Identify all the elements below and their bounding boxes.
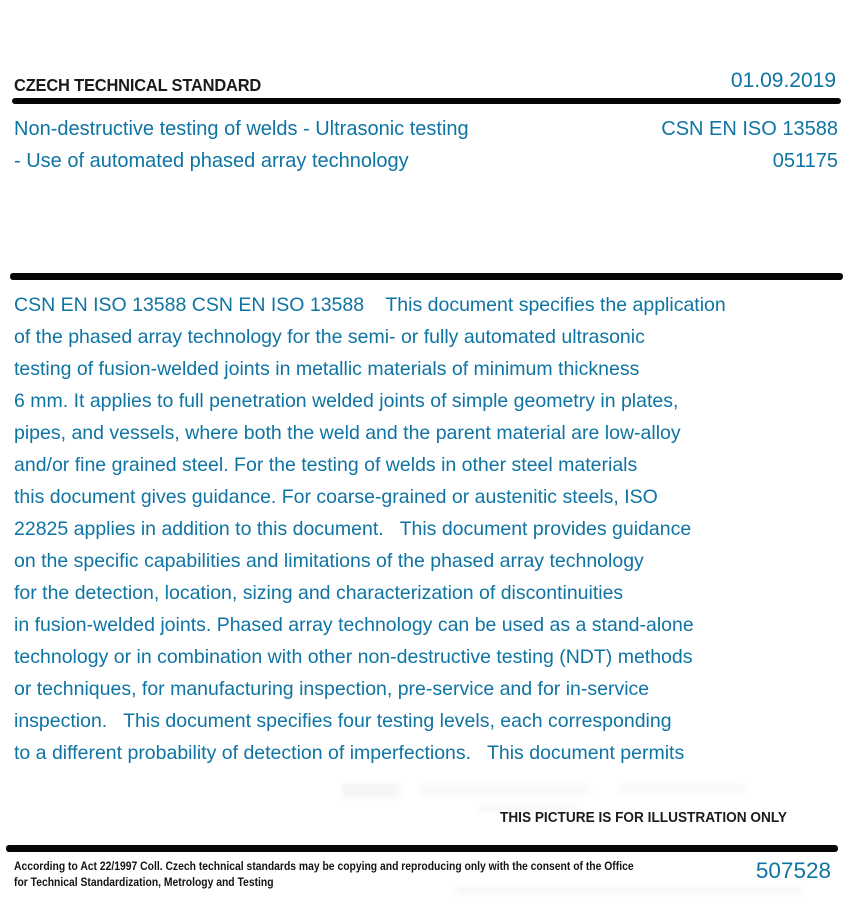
abstract-line: pipes, and vessels, where both the weld and the parent material are low-alloy (14, 422, 681, 444)
issue-date: 01.09.2019 (730, 69, 836, 92)
ghost-text-smudge (456, 886, 801, 895)
header-divider-rule (12, 98, 841, 104)
abstract-line: 6 mm. It applies to full penetration welded joints of simple geometry in plates, (14, 390, 679, 412)
ghost-text-smudge (620, 784, 745, 794)
abstract-line: to a different probability of detection of imperfections. This document permits (14, 742, 685, 764)
standard-code: CSN EN ISO 13588 (661, 118, 838, 140)
abstract-line: or techniques, for manufacturing inspection, pre-service and for in-service (14, 678, 650, 700)
abstract-line: inspection. This document specifies four testing levels, each corresponding (14, 710, 672, 732)
abstract-line: on the specific capabilities and limitations of the phased array technology (14, 550, 644, 572)
abstract-line: technology or in combination with other non-destructive testing (NDT) methods (14, 646, 693, 668)
abstract-text (14, 289, 834, 769)
abstract-divider-rule (10, 273, 843, 280)
abstract-line: of the phased array technology for the semi- or fully automated ultrasonic (14, 326, 645, 348)
abstract-line: CSN EN ISO 13588 CSN EN ISO 13588 This document specifies the application (14, 294, 726, 316)
abstract-line: for the detection, location, sizing and characterization of discontinuities (14, 582, 624, 604)
abstract-line: in fusion-welded joints. Phased array technology can be used as a stand-alone (14, 614, 694, 636)
standard-title-line-1: Non-destructive testing of welds - Ultrasonic testing (14, 118, 469, 140)
ghost-text-smudge (342, 783, 400, 798)
order-number: 507528 (755, 858, 831, 883)
abstract-line: testing of fusion-welded joints in metallic materials of minimum thickness (14, 358, 640, 380)
illustration-disclaimer: THIS PICTURE IS FOR ILLUSTRATION ONLY (500, 810, 788, 826)
copyright-notice-line-2: for Technical Standardization, Metrology and Testing (14, 877, 274, 889)
ghost-text-smudge (420, 784, 590, 795)
abstract-line: 22825 applies in addition to this document. This document provides guidance (14, 518, 692, 540)
page-title: CZECH TECHNICAL STANDARD (14, 75, 262, 95)
standard-identifiers (661, 113, 838, 177)
standard-title (14, 113, 469, 177)
copyright-notice-line-1: According to Act 22/1997 Coll. Czech technical standards may be copying and reproducing only with the consent of the Office (14, 861, 634, 873)
standard-title-line-2: - Use of automated phased array technology (14, 150, 409, 172)
abstract-line: this document gives guidance. For coarse-grained or austenitic steels, ISO (14, 486, 658, 508)
abstract-line: and/or fine grained steel. For the testing of welds in other steel materials (14, 454, 638, 476)
class-code: 051175 (772, 150, 838, 172)
footer-divider-rule (6, 845, 838, 852)
